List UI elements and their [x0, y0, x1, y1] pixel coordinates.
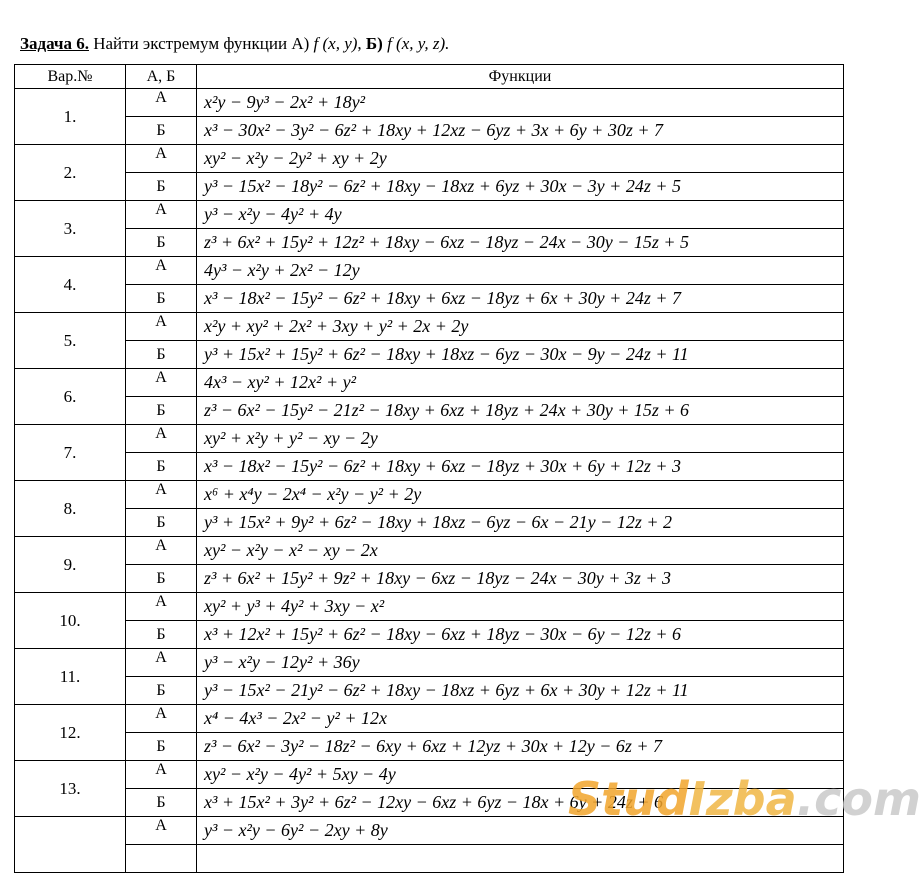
table-row-a	[15, 481, 844, 509]
function-b: y³ + 15x² + 9y² + 6z² − 18xy + 18xz − 6yz − 6x − 21y − 12z + 2	[197, 509, 844, 537]
table-row-a	[15, 649, 844, 677]
function-a: xy² + y³ + 4y² + 3xy − x²	[197, 593, 844, 621]
part-a-label: А	[126, 369, 197, 397]
variant-number: 13.	[15, 761, 126, 817]
variant-number: 8.	[15, 481, 126, 537]
part-b-label: Б	[126, 117, 197, 145]
function-b: y³ − 15x² − 21y² − 6z² + 18xy − 18xz + 6yz + 6x + 30y + 12z + 11	[197, 677, 844, 705]
part-b-label: Б	[126, 621, 197, 649]
function-b	[197, 845, 844, 873]
variant-number: 12.	[15, 705, 126, 761]
table-row-a	[15, 313, 844, 341]
part-b-label: Б)	[365, 34, 383, 53]
part-b-label: Б	[126, 229, 197, 257]
table-row-a	[15, 201, 844, 229]
function-b-signature: f (x, y, z).	[382, 34, 450, 53]
function-b: z³ − 6x² − 3y² − 18z² − 6xy + 6xz + 12yz + 30x + 12y − 6z + 7	[197, 733, 844, 761]
part-b-label: Б	[126, 397, 197, 425]
part-a-label: А	[126, 649, 197, 677]
function-b: z³ + 6x² + 15y² + 12z² + 18xy − 6xz − 18yz − 24x − 30y − 15z + 5	[197, 229, 844, 257]
table-row-a	[15, 145, 844, 173]
variant-number: 3.	[15, 201, 126, 257]
part-a-label: А	[126, 761, 197, 789]
function-b: y³ + 15x² + 15y² + 6z² − 18xy + 18xz − 6yz − 30x − 9y − 24z + 11	[197, 341, 844, 369]
table-header-row	[15, 65, 844, 89]
function-b: x³ + 15x² + 3y² + 6z² − 12xy − 6xz + 6yz − 18x + 6y + 24z + 6	[197, 789, 844, 817]
table-row-b	[15, 173, 844, 201]
table-row-b	[15, 845, 844, 873]
table-body	[15, 89, 844, 873]
function-b: x³ − 30x² − 3y² − 6z² + 18xy + 12xz − 6yz + 3x + 6y + 30z + 7	[197, 117, 844, 145]
table-row-a	[15, 593, 844, 621]
part-b-label: Б	[126, 285, 197, 313]
part-b-label: Б	[126, 677, 197, 705]
part-a-label: А	[126, 425, 197, 453]
function-a: xy² + x²y + y² − xy − 2y	[197, 425, 844, 453]
table-row-a	[15, 537, 844, 565]
table-row-b	[15, 397, 844, 425]
variant-number: 4.	[15, 257, 126, 313]
task-number: Задача 6.	[20, 34, 89, 53]
function-a: x²y − 9y³ − 2x² + 18y²	[197, 89, 844, 117]
table-row-b	[15, 509, 844, 537]
part-a-label: А	[126, 201, 197, 229]
function-b: x³ + 12x² + 15y² + 6z² − 18xy − 6xz + 18yz − 30x − 6y − 12z + 6	[197, 621, 844, 649]
variant-number: 6.	[15, 369, 126, 425]
part-b-label	[126, 845, 197, 873]
variant-number: 2.	[15, 145, 126, 201]
part-a-label: А	[126, 705, 197, 733]
part-b-label: Б	[126, 565, 197, 593]
function-a: x⁶ + x⁴y − 2x⁴ − x²y − y² + 2y	[197, 481, 844, 509]
variant-number	[15, 817, 126, 873]
table-row-b	[15, 565, 844, 593]
studizba-watermark: StudIzba.com	[568, 772, 921, 826]
part-a-label: А	[126, 593, 197, 621]
part-b-label: Б	[126, 789, 197, 817]
table-row-b	[15, 285, 844, 313]
table-row-b	[15, 117, 844, 145]
part-b-label: Б	[126, 733, 197, 761]
table-row-a	[15, 705, 844, 733]
function-a: x⁴ − 4x³ − 2x² − y² + 12x	[197, 705, 844, 733]
function-b: z³ − 6x² − 15y² − 21z² − 18xy + 6xz + 18yz + 24x + 30y + 15z + 6	[197, 397, 844, 425]
function-a: 4x³ − xy² + 12x² + y²	[197, 369, 844, 397]
header-functions: Функции	[197, 65, 844, 89]
table-row-b	[15, 677, 844, 705]
function-b: x³ − 18x² − 15y² − 6z² + 18xy + 6xz − 18yz + 30x + 6y + 12z + 3	[197, 453, 844, 481]
table-row-a	[15, 369, 844, 397]
variant-number: 9.	[15, 537, 126, 593]
function-a: xy² − x²y − 2y² + xy + 2y	[197, 145, 844, 173]
table-row-a	[15, 257, 844, 285]
part-a-label: А	[126, 817, 197, 845]
part-b-label: Б	[126, 453, 197, 481]
variant-number: 7.	[15, 425, 126, 481]
function-a: y³ − x²y − 12y² + 36y	[197, 649, 844, 677]
table-row-b	[15, 341, 844, 369]
part-b-label: Б	[126, 173, 197, 201]
part-a-label: А	[126, 313, 197, 341]
function-a: y³ − x²y − 6y² − 2xy + 8y	[197, 817, 844, 845]
table-row-b	[15, 453, 844, 481]
function-b: z³ + 6x² + 15y² + 9z² + 18xy − 6xz − 18yz − 24x − 30y + 3z + 3	[197, 565, 844, 593]
variant-number: 5.	[15, 313, 126, 369]
part-b-label: Б	[126, 509, 197, 537]
header-part: А, Б	[126, 65, 197, 89]
title-separator: ,	[357, 34, 366, 53]
table-row-b	[15, 621, 844, 649]
function-a-signature: f (x, y)	[313, 34, 358, 53]
variant-number: 10.	[15, 593, 126, 649]
function-b: x³ − 18x² − 15y² − 6z² + 18xy + 6xz − 18yz + 6x + 30y + 24z + 7	[197, 285, 844, 313]
function-a: 4y³ − x²y + 2x² − 12y	[197, 257, 844, 285]
variant-number: 1.	[15, 89, 126, 145]
functions-table	[14, 64, 844, 873]
part-a-label: А	[126, 89, 197, 117]
part-b-label: Б	[126, 341, 197, 369]
part-a-label: А	[126, 257, 197, 285]
task-text: Найти экстремум функции А)	[88, 34, 314, 53]
function-a: y³ − x²y − 4y² + 4y	[197, 201, 844, 229]
task-title	[20, 34, 449, 54]
header-variant: Вар.№	[15, 65, 126, 89]
table-row-a	[15, 425, 844, 453]
function-a: xy² − x²y − 4y² + 5xy − 4y	[197, 761, 844, 789]
part-a-label: А	[126, 145, 197, 173]
table-row-b	[15, 733, 844, 761]
part-a-label: А	[126, 537, 197, 565]
function-a: xy² − x²y − x² − xy − 2x	[197, 537, 844, 565]
function-b: y³ − 15x² − 18y² − 6z² + 18xy − 18xz + 6yz + 30x − 3y + 24z + 5	[197, 173, 844, 201]
table-row-b	[15, 229, 844, 257]
function-a: x²y + xy² + 2x² + 3xy + y² + 2x + 2y	[197, 313, 844, 341]
variant-number: 11.	[15, 649, 126, 705]
part-a-label: А	[126, 481, 197, 509]
table-row-a	[15, 89, 844, 117]
